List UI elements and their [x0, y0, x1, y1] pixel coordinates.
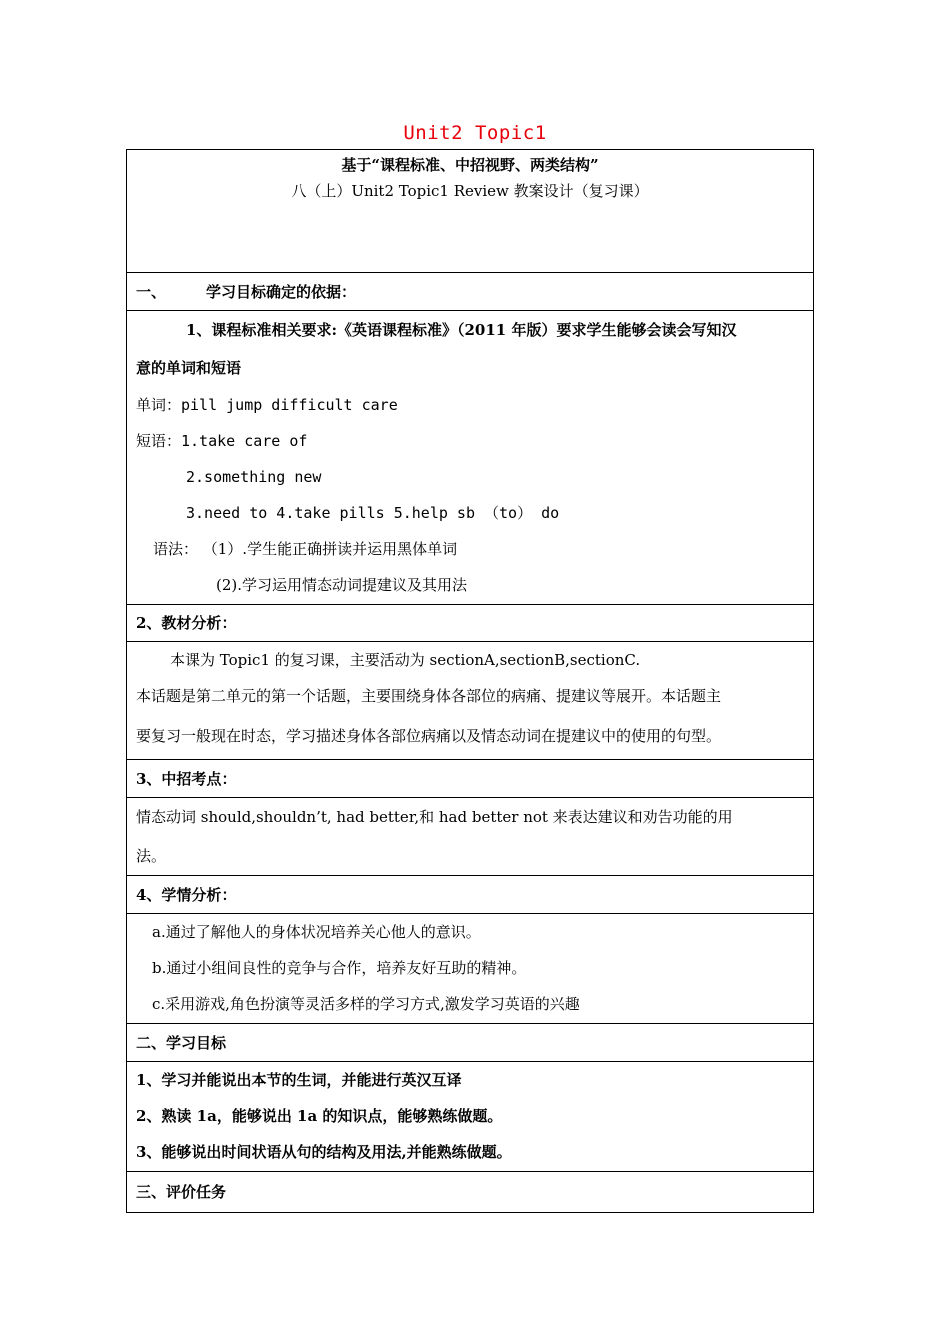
goals-block — [127, 1062, 813, 1172]
standards-line-2: 意的单词和短语 — [136, 359, 242, 377]
header-line-1: 基于“课程标准、中招视野、两类结构” — [341, 156, 599, 174]
section2-heading: 2、教材分析： — [127, 605, 813, 642]
analysis-line-3: 要复习一般现在时态，学习描述身体各部位病痛以及情态动词在提建议中的使用的句型。 — [136, 727, 722, 745]
header-line-2: 八（上）Unit2 Topic1 Review 教案设计（复习课） — [291, 182, 649, 200]
section1-heading — [127, 273, 813, 311]
lesson-plan-table — [126, 149, 814, 1213]
standards-words: 单词：pill jump difficult care — [136, 396, 398, 414]
goal-item: 2、熟读 1a，能够说出 1a 的知识点，能够熟练做题。 — [136, 1107, 503, 1125]
standards-line-1: 1、课程标准相关要求:《英语课程标准》（2011 年版）要求学生能够会读会写知汉 — [186, 321, 737, 339]
learner-item: c.采用游戏,角色扮演等灵活多样的学习方式,激发学习英语的兴趣 — [152, 995, 580, 1013]
learners-block — [127, 914, 813, 1024]
part2-heading: 二、学习目标 — [127, 1024, 813, 1062]
page-title: Unit2 Topic1 — [403, 122, 547, 144]
learner-item: b.通过小组间良性的竞争与合作，培养友好互助的精神。 — [152, 959, 527, 977]
section1-title: 学习目标确定的依据： — [206, 283, 357, 301]
part3-heading: 三、评价任务 — [136, 1183, 227, 1201]
goal-item: 3、能够说出时间状语从句的结构及用法,并能熟练做题。 — [136, 1143, 512, 1161]
analysis-line-1: 本课为 Topic1 的复习课，主要活动为 sectionA,sectionB,sectionC. — [170, 651, 641, 669]
goal-item: 1、学习并能说出本节的生词，并能进行英汉互译 — [136, 1071, 462, 1089]
standards-block — [127, 311, 813, 605]
standards-phrase-3: 3.need to 4.take pills 5.help sb （to） do — [186, 504, 560, 522]
standards-phrase-2: 2.something new — [186, 468, 322, 486]
exam-line-1: 情态动词 should,shouldn’t, had better,和 had better not 来表达建议和劝告功能的用 — [136, 808, 733, 826]
standards-grammar-1: 语法： （1）.学生能正确拼读并运用黑体单词 — [153, 540, 458, 558]
exam-block — [127, 798, 813, 876]
analysis-block — [127, 642, 813, 760]
standards-grammar-2: (2).学习运用情态动词提建议及其用法 — [216, 576, 468, 594]
exam-line-2: 法。 — [136, 847, 167, 865]
learner-item: a.通过了解他人的身体状况培养关心他人的意识。 — [152, 923, 481, 941]
section4-heading: 4、学情分析： — [127, 876, 813, 914]
standards-phrase-1: 短语：1.take care of — [136, 432, 308, 450]
analysis-line-2: 本话题是第二单元的第一个话题，主要围绕身体各部位的病痛、提建议等展开。本话题主 — [136, 687, 722, 705]
header-row — [127, 150, 813, 273]
section3-heading: 3、中招考点： — [127, 760, 813, 798]
section1-number: 一、 — [136, 283, 167, 301]
